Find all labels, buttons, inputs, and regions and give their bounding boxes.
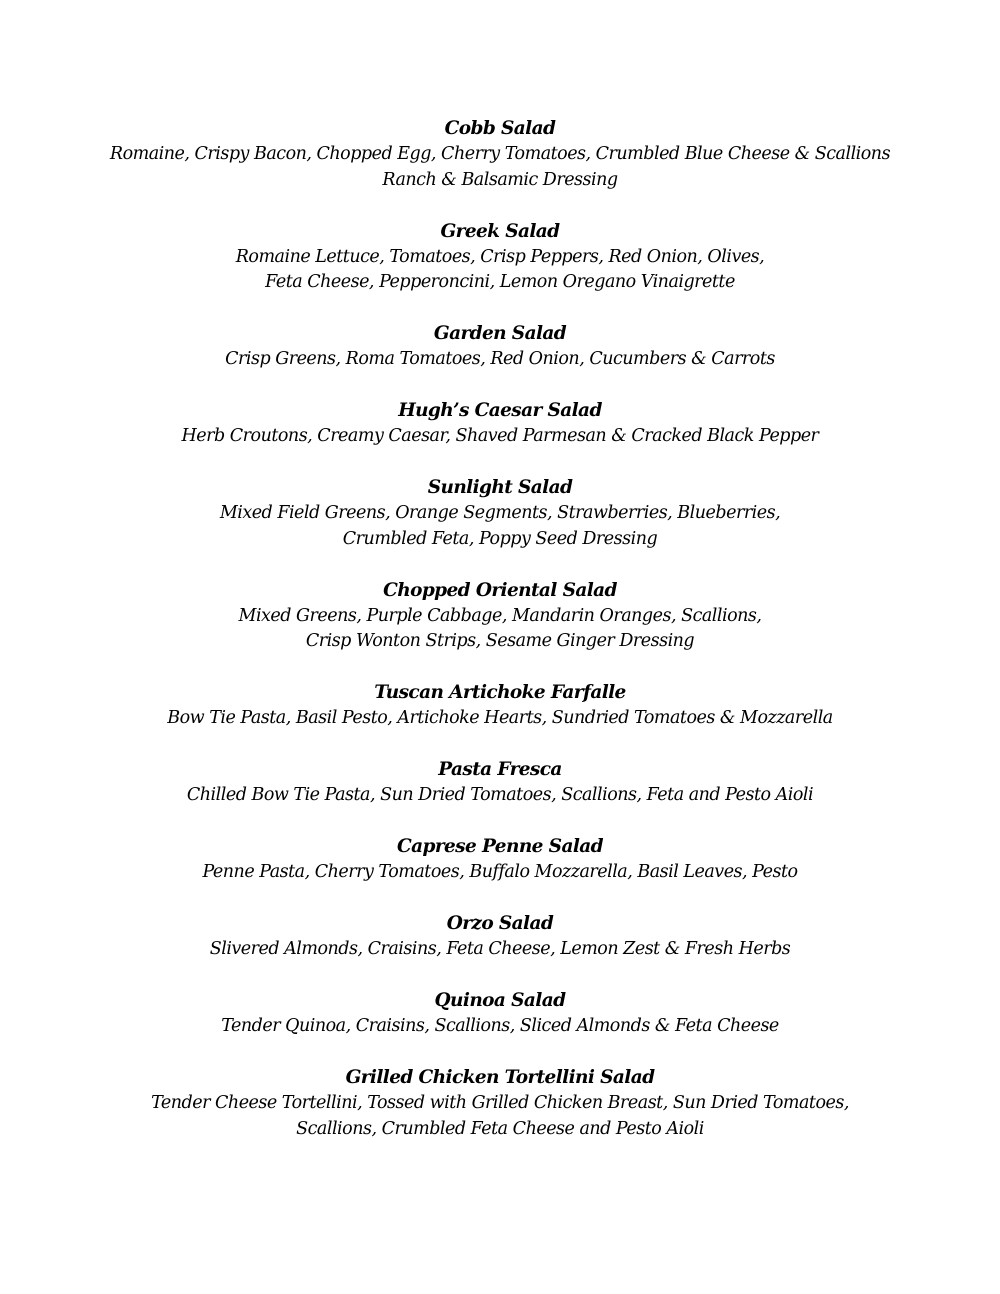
menu-item-description: Romaine, Crispy Bacon, Chopped Egg, Cherry Tomatoes, Crumbled Blue Cheese & Scallions	[109, 144, 891, 164]
menu-item-description: Crisp Greens, Roma Tomatoes, Red Onion, Cucumbers & Carrots	[225, 349, 775, 369]
menu-item-title: Grilled Chicken Tortellini Salad	[345, 1067, 655, 1088]
menu-item-title: Orzo Salad	[446, 913, 554, 934]
menu-item-greek-salad	[0, 219, 1000, 296]
menu-item-pasta-fresca	[0, 757, 1000, 809]
menu-item-description: Mixed Greens, Purple Cabbage, Mandarin Oranges, Scallions,	[238, 605, 762, 626]
menu-item-description: Bow Tie Pasta, Basil Pesto, Artichoke Hearts, Sundried Tomatoes & Mozzarella	[167, 708, 833, 728]
menu-item-description: Romaine Lettuce, Tomatoes, Crisp Peppers, Red Onion, Olives,	[235, 246, 765, 267]
menu-item-garden-salad	[0, 321, 1000, 373]
menu-item-title: Hugh’s Caesar Salad	[398, 400, 602, 421]
menu-item-title: Quinoa Salad	[434, 990, 566, 1011]
menu-item-title: Sunlight Salad	[427, 477, 573, 498]
menu-item-cobb-salad	[0, 116, 1000, 193]
menu-item-description: Tender Cheese Tortellini, Tossed with Grilled Chicken Breast, Sun Dried Tomatoes,	[151, 1093, 849, 1113]
menu-item-caprese-penne-salad	[0, 834, 1000, 886]
menu-item-description: Scallions, Crumbled Feta Cheese and Pesto Aioli	[296, 1118, 704, 1139]
menu-item-title: Tuscan Artichoke Farfalle	[374, 682, 626, 703]
menu-item-description: Crumbled Feta, Poppy Seed Dressing	[342, 528, 658, 549]
menu-item-description: Chilled Bow Tie Pasta, Sun Dried Tomatoes, Scallions, Feta and Pesto Aioli	[186, 785, 814, 805]
menu-item-description: Crisp Wonton Strips, Sesame Ginger Dressing	[305, 631, 695, 651]
menu-item-title: Cobb Salad	[444, 118, 556, 139]
menu-item-title: Caprese Penne Salad	[397, 836, 603, 857]
menu-item-tuscan-artichoke-farfalle	[0, 680, 1000, 732]
menu-item-title: Pasta Fresca	[438, 759, 562, 780]
menu-item-chopped-oriental-salad	[0, 578, 1000, 655]
menu-item-description: Slivered Almonds, Craisins, Feta Cheese, Lemon Zest & Fresh Herbs	[209, 939, 791, 959]
menu-item-description: Penne Pasta, Cherry Tomatoes, Buffalo Mozzarella, Basil Leaves, Pesto	[202, 862, 798, 882]
menu-item-caesar-salad	[0, 398, 1000, 450]
menu-item-title: Chopped Oriental Salad	[383, 579, 617, 601]
menu-item-description: Herb Croutons, Creamy Caesar, Shaved Parmesan & Cracked Black Pepper	[181, 426, 819, 446]
menu-item-grilled-chicken-tortellini-salad	[0, 1065, 1000, 1142]
menu-item-title: Garden Salad	[433, 323, 567, 344]
menu-item-quinoa-salad	[0, 988, 1000, 1040]
menu-item-description: Feta Cheese, Pepperoncini, Lemon Oregano Vinaigrette	[265, 272, 735, 292]
menu-item-title: Greek Salad	[440, 220, 560, 242]
menu-item-description: Tender Quinoa, Craisins, Scallions, Sliced Almonds & Feta Cheese	[221, 1016, 779, 1036]
menu-item-orzo-salad	[0, 911, 1000, 963]
menu-item-sunlight-salad	[0, 475, 1000, 552]
menu-item-description: Mixed Field Greens, Orange Segments, Strawberries, Blueberries,	[219, 503, 781, 523]
salad-menu	[0, 116, 1000, 1168]
menu-item-description: Ranch & Balsamic Dressing	[382, 169, 618, 190]
